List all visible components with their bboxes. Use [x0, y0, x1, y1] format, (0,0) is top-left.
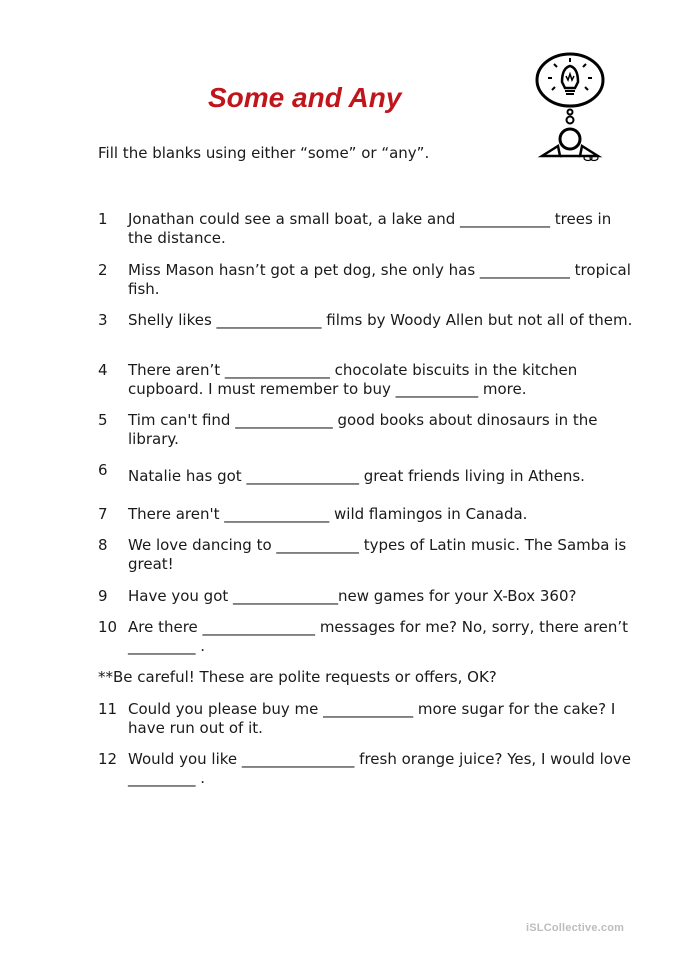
item-text: Would you like _______________ fresh orange juice? Yes, I would love _________ . — [128, 750, 632, 787]
instruction-text: Fill the blanks using either “some” or “any”. — [98, 144, 430, 162]
item-number: 6 — [98, 461, 108, 479]
item-number: 12 — [98, 750, 118, 768]
exercise-item — [98, 536, 638, 574]
item-text: There aren't ______________ wild flamingos in Canada. — [128, 505, 528, 523]
item-text: We love dancing to ___________ types of Latin music. The Samba is great! — [128, 536, 627, 573]
exercise-item — [98, 210, 638, 248]
item-number: 4 — [98, 361, 108, 379]
item-text: Are there _______________ messages for me? No, sorry, there aren’t _________ . — [128, 618, 629, 655]
lightbulb-thinker-logo-icon — [532, 50, 612, 170]
item-text: Shelly likes ______________ films by Woody Allen but not all of them. — [128, 311, 633, 329]
item-text: Could you please buy me ____________ more sugar for the cake? I have run out of it. — [128, 700, 616, 737]
exercise-item — [98, 261, 638, 299]
item-text: There aren’t ______________ chocolate biscuits in the kitchen cupboard. I must remember to buy ___________ more. — [128, 361, 578, 398]
item-number: 7 — [98, 505, 108, 523]
exercise-item — [98, 505, 638, 524]
exercise-item — [98, 411, 638, 449]
item-number: 1 — [98, 210, 108, 228]
item-number: 9 — [98, 587, 108, 605]
item-text: Jonathan could see a small boat, a lake and ____________ trees in the distance. — [128, 210, 612, 247]
exercise-item — [98, 311, 638, 330]
exercise-item — [98, 618, 638, 656]
item-number: 3 — [98, 311, 108, 329]
item-number: 5 — [98, 411, 108, 429]
item-text: Have you got ______________new games for your X-Box 360? — [128, 587, 577, 605]
exercise-item — [98, 587, 638, 606]
item-text: Miss Mason hasn’t got a pet dog, she only has ____________ tropical fish. — [128, 261, 631, 298]
item-number: 10 — [98, 618, 118, 636]
item-number: 11 — [98, 700, 118, 718]
exercise-item — [98, 700, 638, 738]
watermark-text: iSLCollective.com — [526, 922, 625, 934]
item-text: Natalie has got _______________ great friends living in Athens. — [128, 467, 585, 485]
item-number: 8 — [98, 536, 108, 554]
careful-note: **Be careful! These are polite requests or offers, OK? — [98, 668, 497, 686]
exercise-item — [98, 463, 638, 486]
worksheet-title: Some and Any — [208, 82, 402, 113]
item-text: Tim can't find _____________ good books about dinosaurs in the library. — [128, 411, 598, 448]
exercise-item — [98, 750, 638, 788]
item-number: 2 — [98, 261, 108, 279]
exercise-item — [98, 361, 638, 399]
